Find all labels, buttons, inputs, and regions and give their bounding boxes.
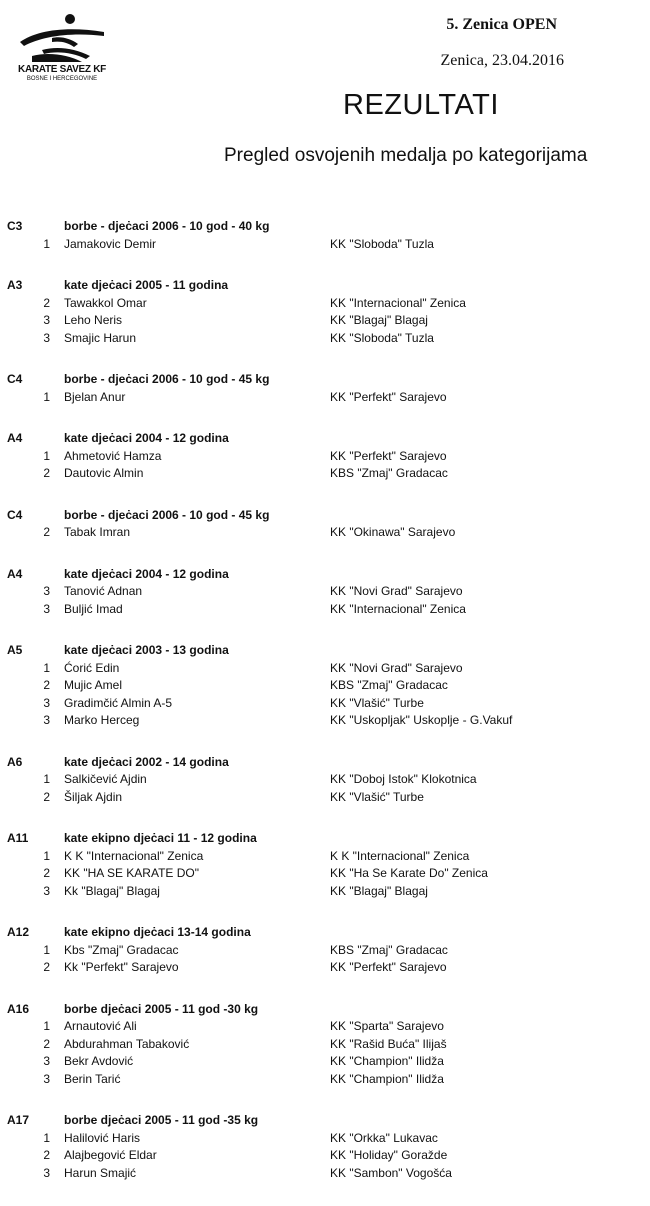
category-header bbox=[0, 218, 650, 236]
category-name: kate ekipno djeċaci 11 - 12 godina bbox=[64, 831, 257, 845]
category-code: C4 bbox=[7, 372, 23, 386]
result-row bbox=[0, 677, 650, 695]
club-name: KK "Blagaj" Blagaj bbox=[330, 313, 428, 327]
competitor-name: Alajbegović Eldar bbox=[64, 1148, 157, 1162]
category-name: borbe - djeċaci 2006 - 10 god - 40 kg bbox=[64, 219, 270, 233]
category-name: kate djeċaci 2005 - 11 godina bbox=[64, 278, 229, 292]
result-row bbox=[0, 1018, 650, 1036]
competitor-name: Bekr Avdović bbox=[64, 1054, 134, 1068]
category-block bbox=[0, 924, 650, 977]
category-name: borbe - djeċaci 2006 - 10 god - 45 kg bbox=[64, 372, 270, 386]
result-place: 3 bbox=[43, 1165, 50, 1180]
result-row bbox=[0, 236, 650, 254]
club-name: KK "Sloboda" Tuzla bbox=[330, 236, 434, 251]
competitor-name: Kk "Blagaj" Blagaj bbox=[64, 883, 160, 898]
event-name: 5. Zenica OPEN bbox=[446, 16, 557, 33]
category-block bbox=[0, 566, 650, 619]
club-name: KK "Novi Grad" Sarajevo bbox=[330, 660, 463, 675]
club-name: KK "Vlašić" Turbe bbox=[330, 789, 424, 804]
club-name: KK "Ha Se Karate Do" Zenica bbox=[330, 866, 488, 880]
competitor-name: Gradimčić Almin A-5 bbox=[64, 695, 173, 710]
club-name: KK "Orkka" Lukavac bbox=[330, 1130, 438, 1145]
club-name: KK "Novi Grad" Sarajevo bbox=[330, 584, 463, 598]
karate-kick-figure-icon bbox=[12, 12, 112, 64]
result-row bbox=[0, 942, 650, 960]
category-name: kate djeċaci 2004 - 12 godina bbox=[64, 431, 229, 445]
category-code: A16 bbox=[7, 1001, 30, 1016]
category-code: A4 bbox=[7, 431, 23, 445]
result-place: 3 bbox=[43, 313, 50, 327]
competitor-name: Ćorić Edin bbox=[64, 660, 120, 675]
club-name: KBS "Zmaj" Gradacac bbox=[330, 678, 448, 692]
category-header bbox=[0, 566, 650, 584]
club-name: KBS "Zmaj" Gradacac bbox=[330, 942, 448, 957]
club-name: KK "Champion" Ilidža bbox=[330, 1054, 444, 1068]
competitor-name: Mujic Amel bbox=[64, 678, 123, 692]
result-place: 3 bbox=[43, 584, 50, 598]
club-name: KK "Uskopljak" Uskoplje - G.Vakuf bbox=[330, 713, 513, 727]
club-name: KK "Champion" Ilidža bbox=[330, 1071, 444, 1086]
competitor-name: Tawakkol Omar bbox=[64, 295, 147, 310]
result-place: 3 bbox=[43, 1054, 50, 1068]
competitor-name: KK "HA SE KARATE DO" bbox=[64, 866, 199, 880]
result-row bbox=[0, 1165, 650, 1183]
result-place: 1 bbox=[43, 236, 50, 251]
result-row bbox=[0, 1130, 650, 1148]
federation-logo bbox=[12, 12, 112, 88]
page-subtitle: Pregled osvojenih medalja po kategorijama bbox=[224, 145, 588, 166]
result-place: 2 bbox=[43, 960, 50, 974]
competitor-name: Harun Smajić bbox=[64, 1165, 137, 1180]
club-name: KK "Internacional" Zenica bbox=[330, 295, 466, 310]
category-block bbox=[0, 371, 650, 406]
competitor-name: Kbs "Zmaj" Gradacac bbox=[64, 942, 179, 957]
result-row bbox=[0, 465, 650, 483]
result-place: 3 bbox=[43, 713, 50, 727]
category-code: A4 bbox=[7, 566, 23, 581]
category-code: A6 bbox=[7, 754, 23, 769]
result-row bbox=[0, 1147, 650, 1165]
result-place: 1 bbox=[43, 848, 50, 863]
result-row bbox=[0, 295, 650, 313]
logo-subtitle: BOSNE I HERCEGOVINE bbox=[26, 76, 98, 82]
results-list bbox=[0, 218, 650, 1206]
result-place: 2 bbox=[43, 866, 50, 880]
category-block bbox=[0, 1112, 650, 1182]
category-header bbox=[0, 754, 650, 772]
category-code: C3 bbox=[7, 219, 23, 233]
club-name: KK "Perfekt" Sarajevo bbox=[330, 960, 447, 974]
club-name: KK "Doboj Istok" Klokotnica bbox=[330, 772, 477, 786]
result-place: 3 bbox=[43, 330, 50, 345]
category-name: borbe djeċaci 2005 - 11 god -35 kg bbox=[64, 1113, 259, 1127]
club-name: KK "Sambon" Vogošća bbox=[330, 1165, 452, 1180]
result-row bbox=[0, 789, 650, 807]
result-row bbox=[0, 583, 650, 601]
category-code: A5 bbox=[7, 643, 23, 657]
result-row bbox=[0, 312, 650, 330]
result-row bbox=[0, 1036, 650, 1054]
result-place: 1 bbox=[43, 1019, 50, 1033]
category-block bbox=[0, 1001, 650, 1089]
result-place: 2 bbox=[43, 1148, 50, 1162]
result-row bbox=[0, 848, 650, 866]
competitor-name: Šiljak Ajdin bbox=[64, 789, 123, 804]
event-place-date: Zenica, 23.04.2016 bbox=[440, 52, 564, 69]
competitor-name: Dautovic Almin bbox=[64, 466, 144, 480]
result-row bbox=[0, 524, 650, 542]
result-row bbox=[0, 1071, 650, 1089]
result-row bbox=[0, 389, 650, 407]
result-place: 2 bbox=[43, 1036, 50, 1051]
result-place: 3 bbox=[43, 601, 50, 616]
category-block bbox=[0, 830, 650, 900]
club-name: KBS "Zmaj" Gradacac bbox=[330, 466, 448, 480]
category-name: kate ekipno djeċaci 13-14 godina bbox=[64, 925, 251, 939]
result-row bbox=[0, 660, 650, 678]
category-header bbox=[0, 277, 650, 295]
result-row bbox=[0, 1053, 650, 1071]
competitor-name: Arnautović Ali bbox=[64, 1019, 137, 1033]
category-header bbox=[0, 924, 650, 942]
category-header bbox=[0, 642, 650, 660]
result-row bbox=[0, 695, 650, 713]
category-name: kate djeċaci 2004 - 12 godina bbox=[64, 566, 229, 581]
category-header bbox=[0, 830, 650, 848]
club-name: KK "Blagaj" Blagaj bbox=[330, 883, 428, 898]
competitor-name: Halilović Haris bbox=[64, 1130, 141, 1145]
result-row bbox=[0, 330, 650, 348]
result-place: 3 bbox=[43, 695, 50, 710]
page-title: REZULTATI bbox=[343, 89, 499, 121]
club-name: KK "Vlašić" Turbe bbox=[330, 695, 424, 710]
result-place: 2 bbox=[43, 295, 50, 310]
competitor-name: Marko Herceg bbox=[64, 713, 140, 727]
competitor-name: Berin Tarić bbox=[64, 1071, 121, 1086]
logo-title: KARATE SAVEZ KF bbox=[18, 64, 106, 75]
competitor-name: Bjelan Anur bbox=[64, 389, 126, 404]
competitor-name: Tabak Imran bbox=[64, 525, 131, 539]
competitor-name: Ahmetović Hamza bbox=[64, 448, 162, 463]
competitor-name: Buljić Imad bbox=[64, 601, 123, 616]
category-block bbox=[0, 642, 650, 730]
category-name: borbe djeċaci 2005 - 11 god -30 kg bbox=[64, 1001, 259, 1016]
result-place: 2 bbox=[43, 466, 50, 480]
result-place: 1 bbox=[43, 772, 50, 786]
result-place: 1 bbox=[43, 389, 50, 404]
club-name: KK "Internacional" Zenica bbox=[330, 601, 466, 616]
category-header bbox=[0, 430, 650, 448]
result-place: 3 bbox=[43, 883, 50, 898]
result-place: 3 bbox=[43, 1071, 50, 1086]
result-place: 1 bbox=[43, 660, 50, 675]
club-name: KK "Okinawa" Sarajevo bbox=[330, 525, 456, 539]
result-row bbox=[0, 883, 650, 901]
category-block bbox=[0, 754, 650, 807]
category-block bbox=[0, 507, 650, 542]
category-block bbox=[0, 218, 650, 253]
club-name: KK "Perfekt" Sarajevo bbox=[330, 389, 447, 404]
result-row bbox=[0, 959, 650, 977]
category-code: A17 bbox=[7, 1113, 30, 1127]
category-code: A11 bbox=[7, 831, 29, 845]
competitor-name: Salkičević Ajdin bbox=[64, 772, 147, 786]
result-place: 1 bbox=[43, 1130, 50, 1145]
category-name: borbe - djeċaci 2006 - 10 god - 45 kg bbox=[64, 507, 270, 522]
category-block bbox=[0, 277, 650, 347]
result-row bbox=[0, 771, 650, 789]
result-row bbox=[0, 865, 650, 883]
competitor-name: Jamakovic Demir bbox=[64, 236, 157, 251]
category-header bbox=[0, 1001, 650, 1019]
result-row bbox=[0, 712, 650, 730]
club-name: KK "Sparta" Sarajevo bbox=[330, 1019, 444, 1033]
category-name: kate djeċaci 2002 - 14 godina bbox=[64, 754, 229, 769]
club-name: KK "Rašid Buća" Ilijaš bbox=[330, 1036, 447, 1051]
category-header bbox=[0, 507, 650, 525]
category-block bbox=[0, 430, 650, 483]
result-place: 2 bbox=[43, 525, 50, 539]
club-name: KK "Perfekt" Sarajevo bbox=[330, 448, 447, 463]
result-row bbox=[0, 601, 650, 619]
result-place: 2 bbox=[43, 789, 50, 804]
category-code: C4 bbox=[7, 507, 23, 522]
category-name: kate djeċaci 2003 - 13 godina bbox=[64, 643, 229, 657]
competitor-name: Leho Neris bbox=[64, 313, 123, 327]
competitor-name: Kk "Perfekt" Sarajevo bbox=[64, 960, 179, 974]
club-name: KK "Sloboda" Tuzla bbox=[330, 330, 434, 345]
competitor-name: Abdurahman Tabaković bbox=[64, 1036, 190, 1051]
category-header bbox=[0, 371, 650, 389]
result-place: 2 bbox=[43, 678, 50, 692]
result-place: 1 bbox=[43, 448, 50, 463]
club-name: K K "Internacional" Zenica bbox=[330, 848, 470, 863]
competitor-name: Tanović Adnan bbox=[64, 584, 143, 598]
competitor-name: Smajic Harun bbox=[64, 330, 137, 345]
club-name: KK "Holiday" Goražde bbox=[330, 1148, 448, 1162]
result-row bbox=[0, 448, 650, 466]
result-place: 1 bbox=[43, 942, 50, 957]
category-code: A12 bbox=[7, 925, 30, 939]
competitor-name: K K "Internacional" Zenica bbox=[64, 848, 204, 863]
category-code: A3 bbox=[7, 278, 23, 292]
category-header bbox=[0, 1112, 650, 1130]
